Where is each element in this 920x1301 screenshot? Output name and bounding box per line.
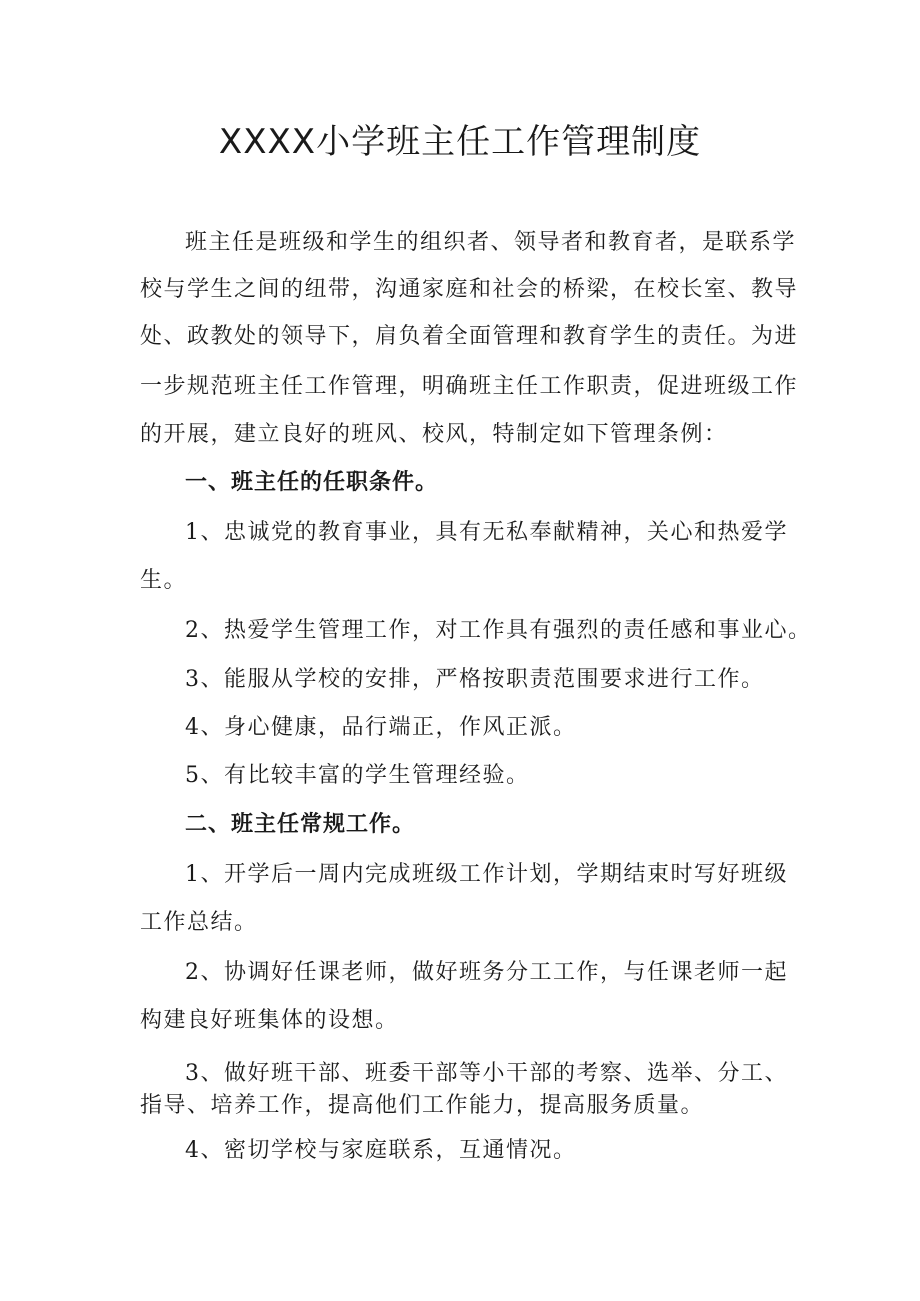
list-item: 3、能服从学校的安排，严格按职责范围要求进行工作。 xyxy=(185,667,765,692)
list-item-continuation: 指导、培养工作，提高他们工作能力，提高服务质量。 xyxy=(140,1093,705,1118)
section-heading: 二、班主任常规工作。 xyxy=(185,812,416,837)
list-item-continuation: 工作总结。 xyxy=(140,910,258,935)
list-item: 2、协调好任课老师，做好班务分工工作，与任课老师一起 xyxy=(185,960,788,985)
list-item: 3、做好班干部、班委干部等小干部的考察、选举、分工、 xyxy=(185,1061,788,1086)
list-item: 1、开学后一周内完成班级工作计划，学期结束时写好班级 xyxy=(185,862,788,887)
paragraph-line: 校与学生之间的纽带，沟通家庭和社会的桥梁，在校长室、教导 xyxy=(140,277,799,302)
paragraph-line: 处、政教处的领导下，肩负着全面管理和教育学生的责任。为进 xyxy=(140,324,799,349)
paragraph-line: 一步规范班主任工作管理，明确班主任工作职责，促进班级工作 xyxy=(140,374,799,399)
document-title: XXXX小学班主任工作管理制度 xyxy=(218,122,702,162)
paragraph-line: 的开展，建立良好的班风、校风，特制定如下管理条例： xyxy=(140,422,728,447)
section-heading: 一、班主任的任职条件。 xyxy=(185,470,439,495)
list-item: 2、热爱学生管理工作，对工作具有强烈的责任感和事业心。 xyxy=(185,618,812,643)
list-item: 1、忠诚党的教育事业，具有无私奉献精神，关心和热爱学 xyxy=(185,520,788,545)
list-item-continuation: 生。 xyxy=(140,568,188,593)
list-item: 4、密切学校与家庭联系，互通情况。 xyxy=(185,1138,577,1163)
list-item: 4、身心健康，品行端正，作风正派。 xyxy=(185,715,577,740)
list-item: 5、有比较丰富的学生管理经验。 xyxy=(185,763,530,788)
list-item-continuation: 构建良好班集体的设想。 xyxy=(140,1008,399,1033)
paragraph-line: 班主任是班级和学生的组织者、领导者和教育者，是联系学 xyxy=(185,230,797,255)
